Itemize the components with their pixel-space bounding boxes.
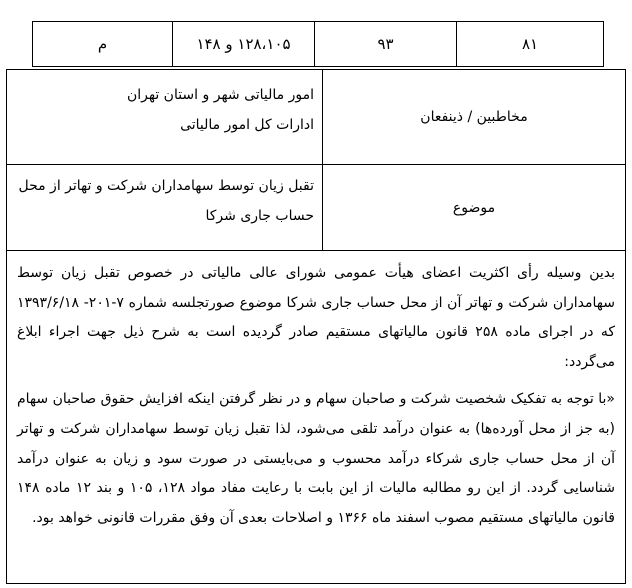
reference-cell-1: ۸۱ (456, 22, 603, 66)
reference-cell-2: ۹۳ (314, 22, 456, 66)
audience-row (7, 70, 625, 165)
reference-table (32, 21, 604, 67)
audience-label: مخاطبین / ذینفعان (322, 70, 625, 164)
body-text (7, 251, 625, 533)
audience-line-1: امور مالیاتی شهر و استان تهران (126, 87, 314, 103)
audience-line-2: ادارات کل امور مالیاتی (180, 117, 314, 133)
body-paragraph-1: بدین وسیله رأی اکثریت اعضای هیأت عمومی شورای عالی مالیاتی در خصوص تقبل زیان توسط سهامداران شرکت و تهاتر آن از محل حساب جاری شرکا موضوع صورتجلسه شماره ۷-۲۰۱- ۱۳۹۳/۶/۱۸ که در اجرای ماده ۲۵۸ قانون مالیاتهای مستقیم صادر گردیده است به شرح ذیل جهت اجراء ابلاغ می‌گردد: (17, 265, 615, 370)
reference-cell-3: ۱۲۸،۱۰۵ و ۱۴۸ (172, 22, 314, 66)
reference-cell-4: م (97, 35, 108, 53)
audience-value (7, 70, 322, 164)
subject-value (7, 165, 322, 250)
body-paragraph-2: «با توجه به تفکیک شخصیت شرکت و صاحبان سهام و در نظر گرفتن اینکه افزایش حقوق صاحبان سهام (به جز از محل آورده‌ها) به عنوان درآمد تلقی می‌شود، لذا تقبل زیان توسط سهامداران شرکت و تهاتر آن از محل حساب جاری شرکاء درآمد محسوب و می‌بایستی در صورت سود و زیان به عنوان درآمد شناسایی گردد. از این رو مطالبه مالیات از این بابت با رعایت مفاد مواد ۱۲۸، ۱۰۵ و بند ۱۲ ماده ۱۴۸ قانون مالیاتهای مستقیم مصوب اسفند ماه ۱۳۶۶ و اصلاحات بعدی آن وفق مقررات قانونی خواهد بود. (17, 391, 615, 526)
subject-row (7, 165, 625, 251)
subject-line-1: تقبل زیان توسط سهامداران شرکت و تهاتر از محل (18, 178, 314, 194)
subject-label: موضوع (322, 165, 625, 250)
circular-table (6, 69, 626, 584)
document-page (6, 6, 626, 584)
subject-line-2: حساب جاری شرکا (205, 208, 314, 224)
